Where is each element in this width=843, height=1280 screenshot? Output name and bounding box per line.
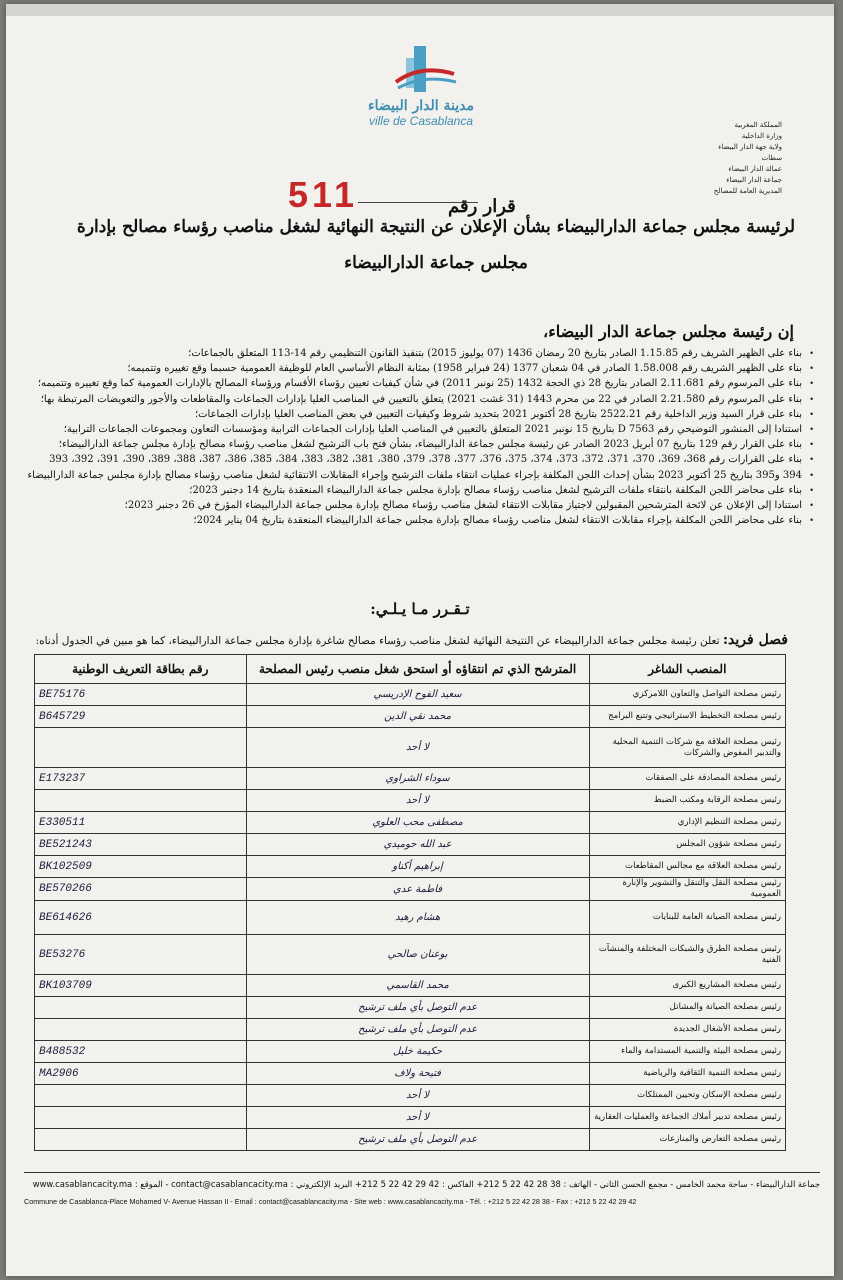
ministry-line: المديرية العامة للمصالح: [713, 187, 782, 195]
post-cell: رئيس مصلحة العلاقة مع شركات التنمية المحلية والتدبير المفوض والشركات: [589, 728, 785, 768]
candidate-cell: فتيحة ولاف: [246, 1063, 589, 1085]
post-cell: رئيس مصلحة الصيانة والمشاتل: [589, 997, 785, 1019]
city-logo: [336, 44, 506, 144]
preamble-item: • بناء على المرسوم رقم 2.21.580 الصادر في 22 من محرم 1443 (31 غشت 2021) يتعلق بالتعيين في المناصب العليا بإدارات الجماعات والمقاطعات والأجور والتعويضات المرتبطة بها؛: [24, 392, 816, 407]
candidate-cell: حكيمة خليل: [246, 1041, 589, 1063]
preamble: [24, 346, 816, 528]
table-row: [35, 1107, 786, 1129]
post-cell: رئيس مصلحة المشاريع الكبرى: [589, 975, 785, 997]
decision-title-line1: لرئيسة مجلس جماعة الدارالبيضاء بشأن الإعلان عن النتيجة النهائية لشغل مناصب رؤساء مصالح بإدارة: [76, 217, 796, 237]
candidate-cell: عبد الله حوميدي: [246, 834, 589, 856]
candidate-cell: لا أحد: [246, 1085, 589, 1107]
table-row: [35, 684, 786, 706]
ministry-line: المملكة المغربية: [734, 121, 782, 129]
id-cell: BE53276: [35, 935, 247, 975]
id-cell: BE570266: [35, 878, 247, 901]
post-cell: رئيس مصلحة التنظيم الإداري: [589, 812, 785, 834]
table-row: [35, 975, 786, 997]
preamble-item: • بناء على محاضر اللجن المكلفة بانتقاء ملفات الترشيح لشغل مناصب رؤساء مصالح بإدارة مجلس جماعة الدارالبيضاء المنعقدة بتاريخ 14 دجنبر 2023؛: [24, 483, 816, 498]
post-cell: رئيس مصلحة العلاقة مع مجالس المقاطعات: [589, 856, 785, 878]
table-row: [35, 1063, 786, 1085]
candidate-cell: إبراهيم أكناو: [246, 856, 589, 878]
post-cell: رئيس مصلحة التنمية الثقافية والرياضية: [589, 1063, 785, 1085]
id-cell: BE521243: [35, 834, 247, 856]
post-cell: رئيس مصلحة الطرق والشبكات المختلفة والمنشآت الفنية: [589, 935, 785, 975]
post-cell: رئيس مصلحة الرقابة ومكتب الضبط: [589, 790, 785, 812]
preamble-item: • بناء على القرارات رقم 368، 369، 370، 371، 372، 373، 374، 375، 376، 377، 378، 379، 380، 381، 382، 383، 384، 385، 386، 387، 388، 389، 390، 391، 392، 393: [24, 452, 816, 467]
results-table: [34, 654, 786, 1151]
id-cell: B645729: [35, 706, 247, 728]
post-cell: رئيس مصلحة الأشغال الجديدة: [589, 1019, 785, 1041]
candidate-cell: لا أحد: [246, 790, 589, 812]
ministry-line: جماعة الدار البيضاء: [726, 176, 782, 184]
candidate-cell: لا أحد: [246, 1107, 589, 1129]
id-cell: [35, 728, 247, 768]
article-label: فصل فريد:: [722, 632, 788, 648]
candidate-cell: محمد نقي الدين: [246, 706, 589, 728]
article-text: تعلن رئيسة مجلس جماعة الدارالبيضاء عن النتيجة النهائية لشغل مناصب رؤساء مصالح شاغرة بإدارة مجلس جماعة الدارالبيضاء، كما هو مبين في الجدول أدناه:: [35, 635, 720, 647]
preamble-item: • بناء على المرسوم رقم 2.11.681 الصادر بتاريخ 28 ذي الحجة 1432 (25 نونبر 2011) في شأن كيفيات تعيين رؤساء الأقسام ورؤساء المصالح بالإدارات العمومية كما وقع تغييره وتتميمه؛: [24, 376, 816, 391]
id-cell: [35, 1129, 247, 1151]
table-row: [35, 878, 786, 901]
id-cell: BK102509: [35, 856, 247, 878]
decision-number: 511: [288, 174, 359, 215]
post-cell: رئيس مصلحة الصيانة العامة للبنايات: [589, 901, 785, 935]
table-row: [35, 706, 786, 728]
scan-edge: [6, 4, 834, 16]
table-row: [35, 728, 786, 768]
preamble-item: • بناء على القرار رقم 129 بتاريخ 07 أبريل 2023 الصادر عن رئيسة مجلس جماعة الدارالبيضاء، بشأن فتح باب الترشيح لشغل مناصب رؤساء مصالح بإدارة مجلس جماعة الدارالبيضاء؛: [24, 437, 816, 452]
id-cell: E173237: [35, 768, 247, 790]
candidate-cell: بوعنان صالحي: [246, 935, 589, 975]
footer: [24, 1172, 820, 1206]
id-cell: [35, 1107, 247, 1129]
id-cell: BE614626: [35, 901, 247, 935]
ministry-line: ولاية جهة الدار البيضاء سطات: [718, 143, 782, 162]
header-post: المنصب الشاغر: [589, 655, 785, 684]
table-row: [35, 1085, 786, 1107]
decides-heading: تـقـرر مـا يـلـي:: [370, 600, 470, 618]
post-cell: رئيس مصلحة تدبير أملاك الجماعة والعمليات العقارية: [589, 1107, 785, 1129]
candidate-cell: فاطمة عدي: [246, 878, 589, 901]
post-cell: رئيس مصلحة التعارض والمنازعات: [589, 1129, 785, 1151]
decision-title-line2: مجلس جماعة الدارالبيضاء: [344, 253, 528, 273]
candidate-cell: لا أحد: [246, 728, 589, 768]
post-cell: رئيس مصلحة البيئة والتنمية المستدامة والماء: [589, 1041, 785, 1063]
table-row: [35, 768, 786, 790]
document-page: [6, 4, 834, 1276]
candidate-cell: عدم التوصل بأي ملف ترشيح: [246, 1129, 589, 1151]
preamble-item: • بناء على الظهير الشريف رقم 1.15.85 الصادر بتاريخ 20 رمضان 1436 (07 يوليوز 2015) بتنفيذ القانون التنظيمي رقم 14-113 المتعلق بالجماعات؛: [24, 346, 816, 361]
post-cell: رئيس مصلحة شؤون المجلس: [589, 834, 785, 856]
candidate-cell: محمد القاسمي: [246, 975, 589, 997]
president-heading: إن رئيسة مجلس جماعة الدار البيضاء،: [543, 322, 794, 341]
candidate-cell: عدم التوصل بأي ملف ترشيح: [246, 997, 589, 1019]
table-row: [35, 790, 786, 812]
ministry-line: وزارة الداخلية: [741, 132, 782, 140]
logo-french-text: ville de Casablanca: [368, 114, 474, 128]
ministry-line: عمالة الدار البيضاء: [728, 165, 782, 173]
preamble-item: • استنادا إلى الإعلان عن لائحة المترشحين المقبولين لاجتياز مقابلات الانتقاء لشغل مناصب رؤساء مصالح بإدارة مجلس جماعة الدارالبيضاء المؤرخ في 26 دجنبر 2023؛: [24, 498, 816, 513]
table-row: [35, 856, 786, 878]
casablanca-logo-icon: [376, 44, 466, 96]
preamble-item: • بناء على قرار السيد وزير الداخلية رقم 2522.21 بتاريخ 28 أكتوبر 2021 بتحديد شروط وكيفيات التعيين في بعض المناصب العليا بإدارات الجماعات؛: [24, 407, 816, 422]
table-header-row: [35, 655, 786, 684]
preamble-item: • بناء على محاضر اللجن المكلفة بإجراء مقابلات الانتقاء لشغل مناصب رؤساء مصالح بإدارة مجلس جماعة الدارالبيضاء المنعقدة بتاريخ 04 يناير 2024؛: [24, 513, 816, 528]
table-row: [35, 1019, 786, 1041]
header-id: رقم بطاقة التعريف الوطنية: [35, 655, 247, 684]
id-cell: [35, 790, 247, 812]
header-candidate: المترشح الذي تم انتقاؤه أو استحق شغل منصب رئيس المصلحة: [246, 655, 589, 684]
id-cell: E330511: [35, 812, 247, 834]
decision-label: قرار رقم: [448, 196, 516, 217]
preamble-item: • 394 و395 بتاريخ 25 أكتوبر 2023 بشأن إحداث اللجن المكلفة بإجراء عمليات انتقاء ملفات الترشيح وإجراء المقابلات الانتقائية لشغل مناصب رؤساء مصالح بإدارة مجلس جماعة الدارالبيضاء: [24, 468, 816, 483]
preamble-item: • استنادا إلى المنشور التوضيحي رقم D 7563 بتاريخ 15 نونبر 2021 المتعلق بالتعيين في المناصب العليا بإدارات الجماعات الترابية ومؤسسات التعاون ومجموعات الجماعات الترابية؛: [24, 422, 816, 437]
candidate-cell: عدم التوصل بأي ملف ترشيح: [246, 1019, 589, 1041]
candidate-cell: سوداء الشراوي: [246, 768, 589, 790]
logo-arabic-text: مدينة الدار البيضاء: [368, 98, 474, 114]
preamble-item: • بناء على الظهير الشريف رقم 1.58.008 الصادر في 04 شعبان 1377 (24 فبراير 1958) بمثابة النظام الأساسي العام للوظيفة العمومية حسبما وقع تغييره وتتميمه؛: [24, 361, 816, 376]
table-row: [35, 1041, 786, 1063]
candidate-cell: سعيد الفوح الإدريسي: [246, 684, 589, 706]
post-cell: رئيس مصلحة المصادقة على الصفقات: [589, 768, 785, 790]
post-cell: رئيس مصلحة النقل والتنقل والتشوير والإنارة العمومية: [589, 878, 785, 901]
footer-divider: [24, 1172, 820, 1173]
id-cell: [35, 997, 247, 1019]
id-cell: BE75176: [35, 684, 247, 706]
id-cell: BK103709: [35, 975, 247, 997]
table-row: [35, 1129, 786, 1151]
id-cell: B488532: [35, 1041, 247, 1063]
footer-arabic: جماعة الدارالبيضاء - ساحة محمد الخامس - مجمع الحسن الثاني - الهاتف : 38 28 42 22 5 212+ الفاكس : 42 29 42 22 5 212+ البريد الإلكتروني : contact@casablancacity.ma - الموقع : www.casablancacity.ma: [32, 1179, 820, 1189]
id-cell: [35, 1019, 247, 1041]
post-cell: رئيس مصلحة الإسكان وتحيين الممتلكات: [589, 1085, 785, 1107]
id-cell: [35, 1085, 247, 1107]
table-row: [35, 812, 786, 834]
post-cell: رئيس مصلحة التخطيط الاستراتيجي وتتبع البرامج: [589, 706, 785, 728]
table-row: [35, 834, 786, 856]
footer-french: Commune de Casablanca-Place Mohamed V- Avenue Hassan II - Email : contact@casablancacity.ma - Site web : www.casablancacity.ma - Tél. : +212 5 22 42 28 38 - Fax : +212 5 22 42 29 42: [24, 1197, 637, 1206]
table-row: [35, 935, 786, 975]
candidate-cell: مصطفى محب العلوي: [246, 812, 589, 834]
single-article: [28, 632, 788, 648]
table-row: [35, 901, 786, 935]
post-cell: رئيس مصلحة التواصل والتعاون اللامركزي: [589, 684, 785, 706]
candidate-cell: هشام رهيد: [246, 901, 589, 935]
table-row: [35, 997, 786, 1019]
id-cell: MA2906: [35, 1063, 247, 1085]
ministry-header: [702, 120, 782, 197]
